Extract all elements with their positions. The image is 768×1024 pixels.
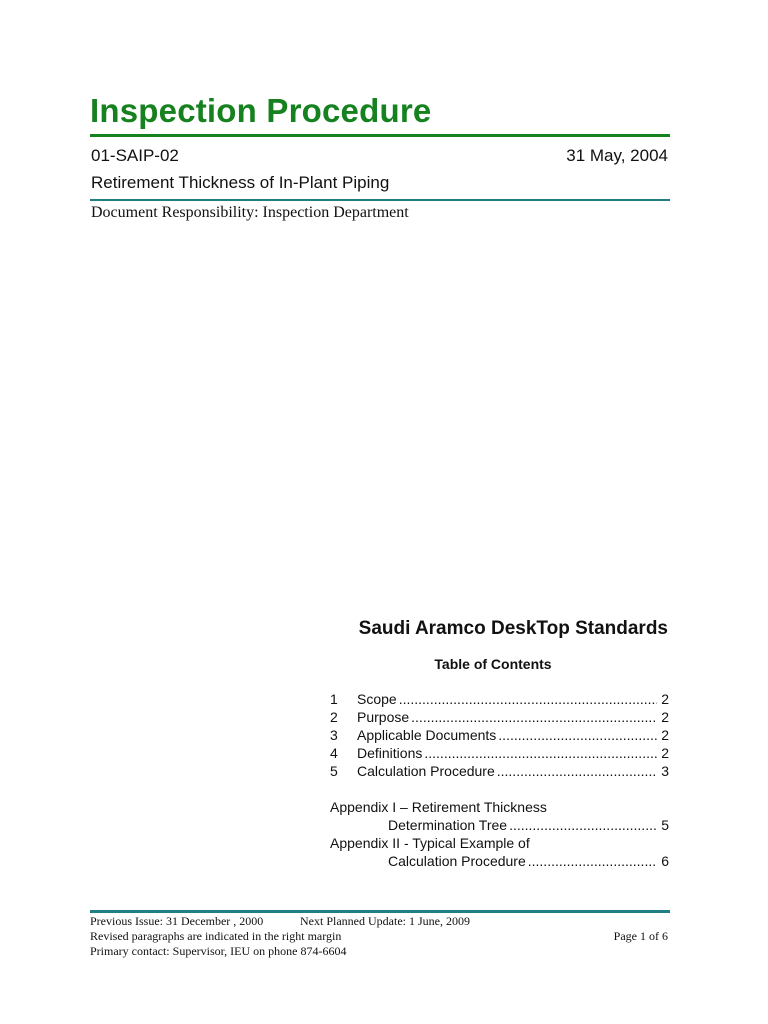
toc-appendix-label: Calculation Procedure (388, 853, 526, 869)
toc-entry-label: Applicable Documents (357, 727, 497, 743)
toc-title: Table of Contents (434, 656, 552, 672)
toc-entry-number: 2 (330, 709, 338, 725)
document-subtitle: Retirement Thickness of In-Plant Piping (91, 173, 390, 192)
toc-entry-purpose[interactable] (330, 709, 669, 727)
toc-entry-calculation-procedure[interactable] (330, 763, 669, 781)
toc-entry-page: 2 (661, 709, 669, 725)
toc-appendix-title: Appendix I – Retirement Thickness (330, 799, 547, 815)
toc-leader-dots (528, 853, 657, 869)
toc-appendix-page: 6 (661, 853, 669, 869)
toc-appendix-label: Determination Tree (388, 817, 508, 833)
standards-title: Saudi Aramco DeskTop Standards (358, 618, 668, 639)
toc-entry-number: 4 (330, 745, 338, 761)
toc-leader-dots (424, 745, 657, 761)
toc-entry-label: Calculation Procedure (357, 763, 495, 779)
header-divider (90, 199, 670, 201)
toc-appendix-2-entry[interactable] (330, 853, 669, 871)
toc-spacer (330, 781, 669, 799)
toc-entry-label: Scope (357, 691, 397, 707)
toc-entry-label: Purpose (357, 709, 410, 725)
toc-entry-scope[interactable] (330, 691, 669, 709)
footer-page-number: Page 1 of 6 (613, 929, 668, 943)
footer-divider (90, 910, 670, 913)
toc-entry-number: 3 (330, 727, 338, 743)
toc-entry-page: 3 (661, 763, 669, 779)
toc-entry-definitions[interactable] (330, 745, 669, 763)
document-date: 31 May, 2004 (566, 146, 668, 165)
toc-leader-dots (498, 727, 657, 743)
toc-entry-number: 5 (330, 763, 338, 779)
document-responsibility: Document Responsibility: Inspection Department (91, 204, 409, 221)
title-divider (90, 134, 670, 137)
toc-entry-page: 2 (661, 691, 669, 707)
toc-leader-dots (509, 817, 657, 833)
toc-entry-label: Definitions (357, 745, 423, 761)
toc-appendix-page: 5 (661, 817, 669, 833)
footer-next-update: Next Planned Update: 1 June, 2009 (300, 914, 470, 928)
toc-entry-number: 1 (330, 691, 338, 707)
toc-leader-dots (497, 763, 657, 779)
document-title: Inspection Procedure (90, 92, 432, 129)
toc-entry-page: 2 (661, 727, 669, 743)
toc-entry-page: 2 (661, 745, 669, 761)
toc-appendix-title: Appendix II - Typical Example of (330, 835, 530, 851)
toc-entry-applicable-documents[interactable] (330, 727, 669, 745)
footer-revised-note: Revised paragraphs are indicated in the right margin (90, 929, 342, 943)
toc-appendix-1-heading[interactable] (330, 799, 669, 817)
footer-previous-issue: Previous Issue: 31 December , 2000 (90, 914, 264, 928)
document-id: 01-SAIP-02 (91, 146, 179, 165)
table-of-contents (330, 691, 669, 871)
toc-leader-dots (411, 709, 657, 725)
footer-contact: Primary contact: Supervisor, IEU on phone 874-6604 (90, 944, 347, 958)
toc-appendix-2-heading[interactable] (330, 835, 669, 853)
toc-leader-dots (399, 691, 657, 707)
toc-appendix-1-entry[interactable] (330, 817, 669, 835)
